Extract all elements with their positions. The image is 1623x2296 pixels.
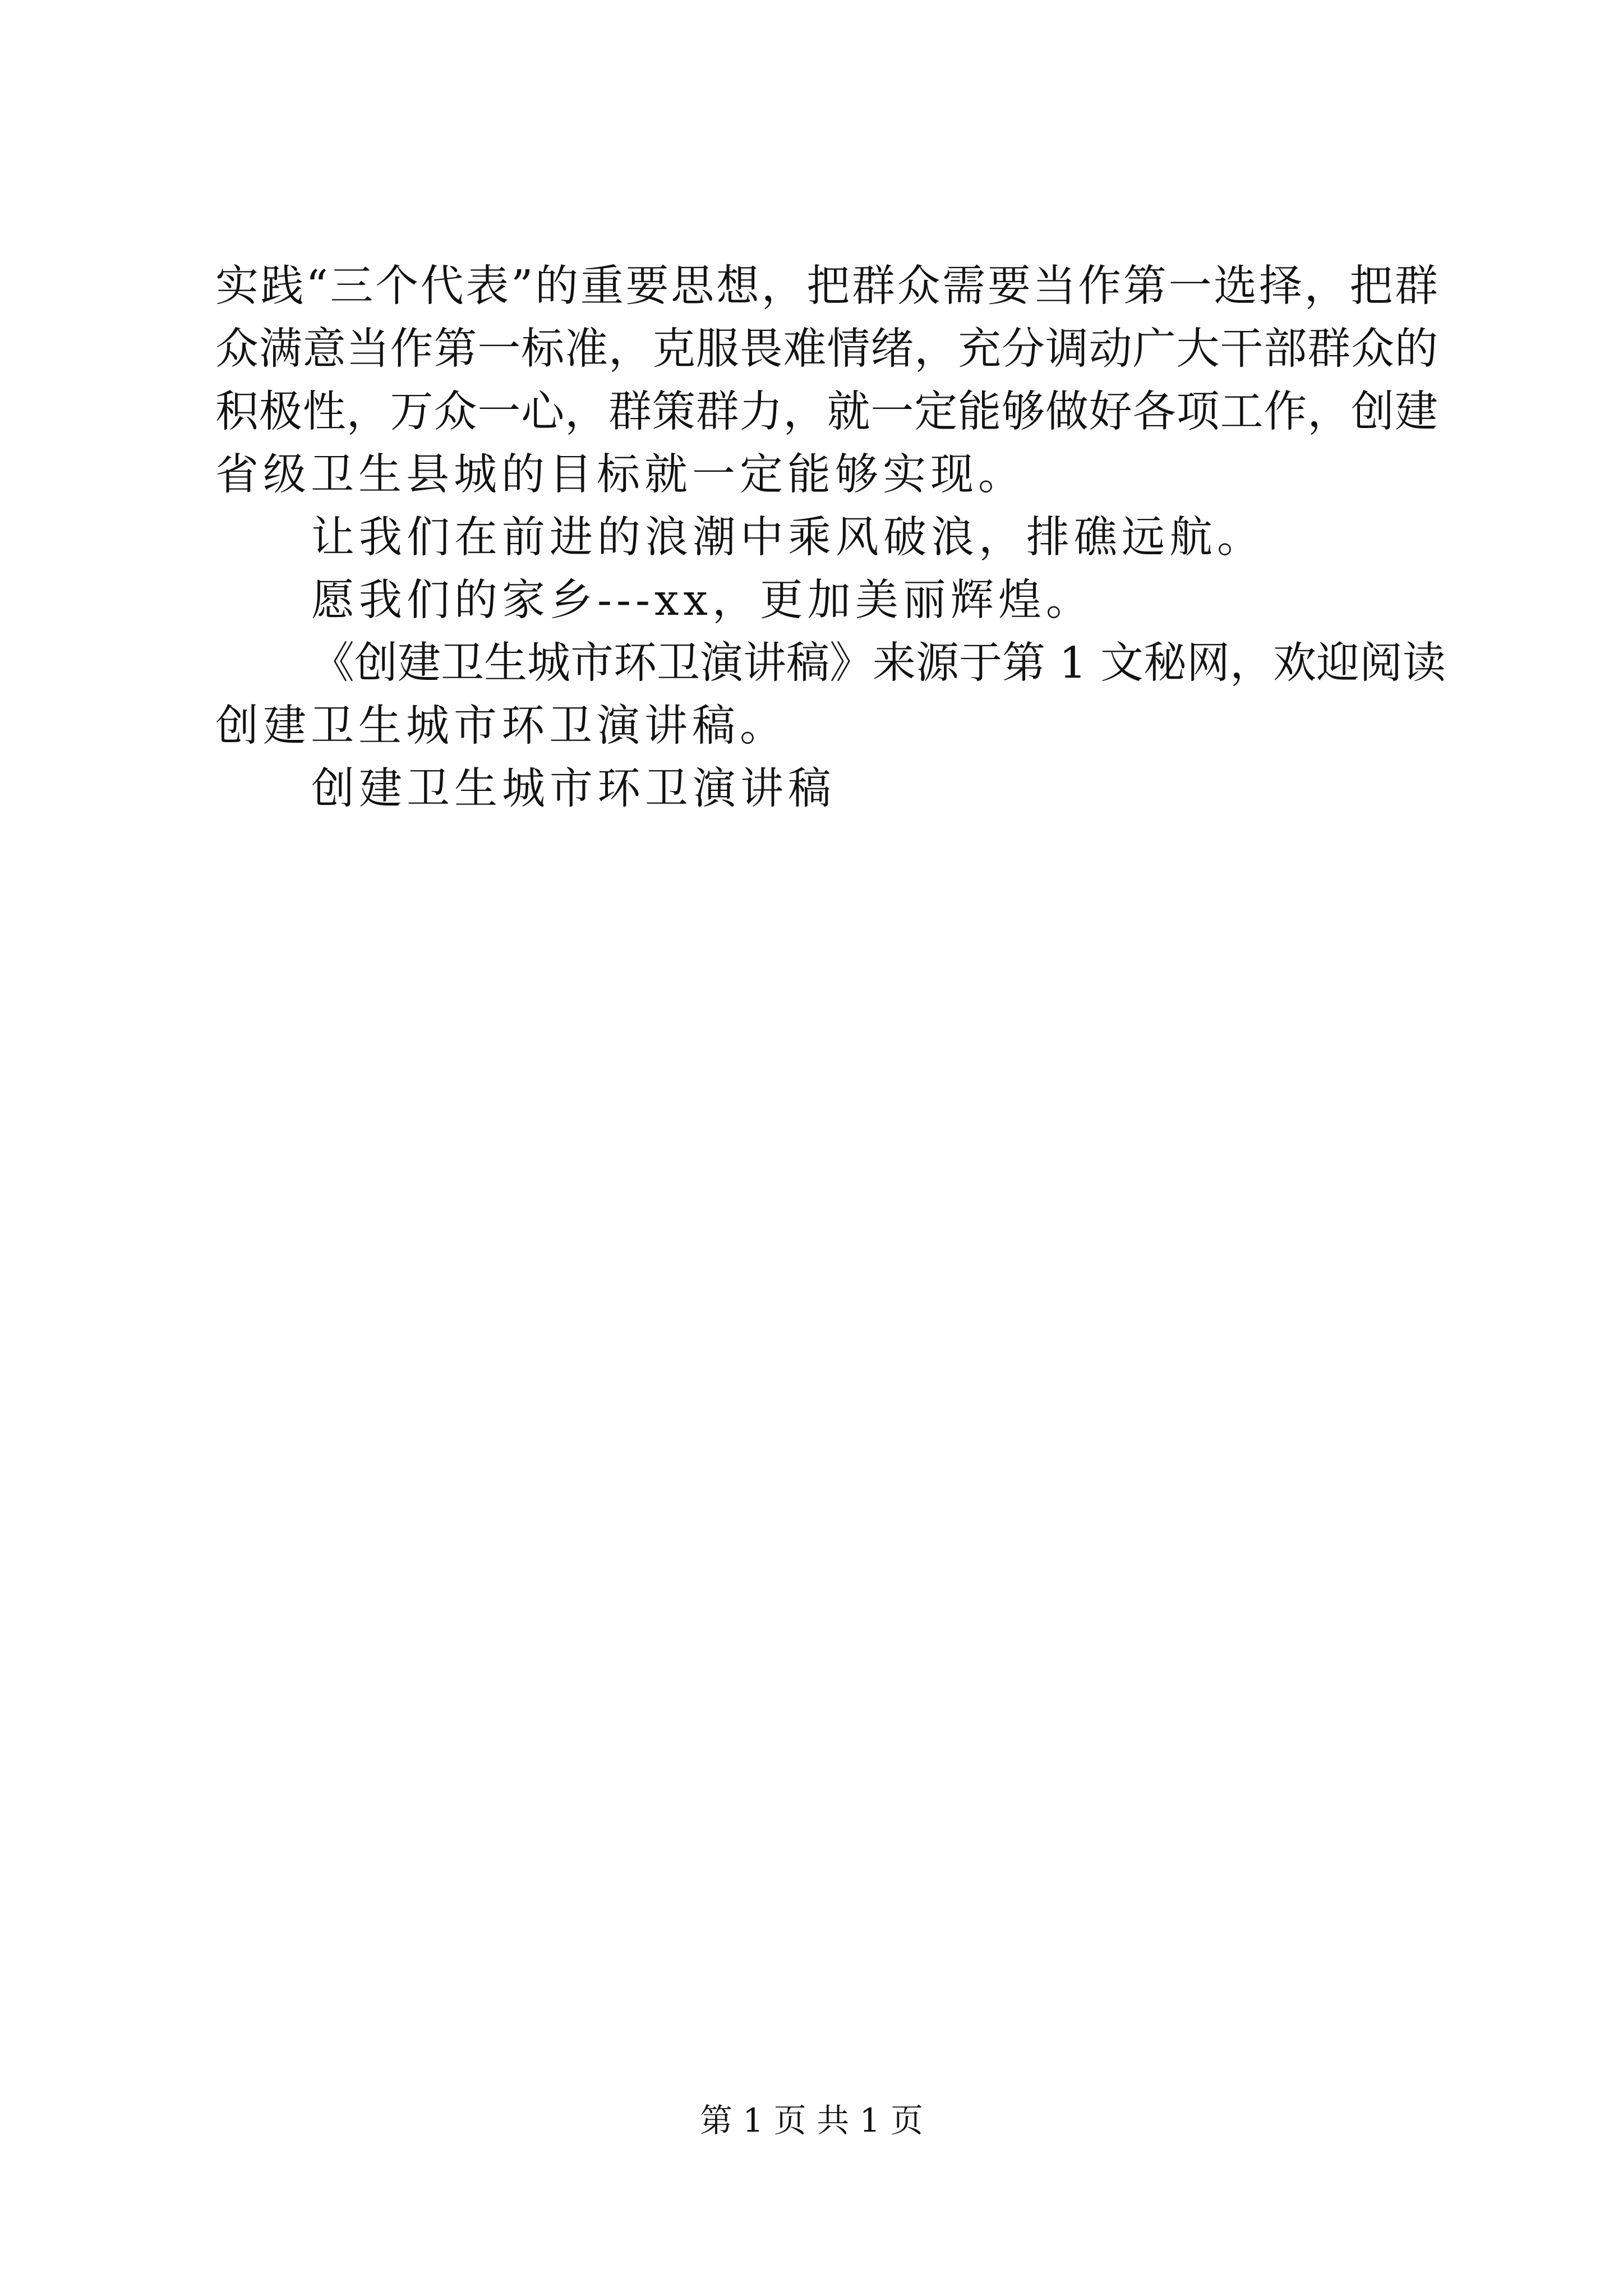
paragraph-line-3: 积极性，万众一心，群策群力，就一定能够做好各项工作，创建 (215, 387, 1438, 437)
paragraph-line-1: 实践“三个代表”的重要思想，把群众需要当作第一选择，把群 (215, 261, 1438, 311)
document-title-line: 创建卫生城市环卫演讲稿 (311, 764, 836, 814)
paragraph-line-7: 《创建卫生城市环卫演讲稿》来源于第 1 文秘网，欢迎阅读 (311, 638, 1446, 688)
document-body (215, 255, 1446, 821)
paragraph-line-8: 创建卫生城市环卫演讲稿。 (215, 701, 787, 751)
page-footer: 第 1 页 共 1 页 (700, 2101, 923, 2139)
paragraph-line-4: 省级卫生县城的目标就一定能够实现。 (215, 450, 1026, 500)
paragraph-line-5: 让我们在前进的浪潮中乘风破浪，排礁远航。 (311, 513, 1265, 563)
paragraph-line-2: 众满意当作第一标准，克服畏难情绪，充分调动广大干部群众的 (215, 324, 1438, 374)
paragraph-line-6: 愿我们的家乡---xx，更加美丽辉煌。 (311, 576, 1094, 625)
